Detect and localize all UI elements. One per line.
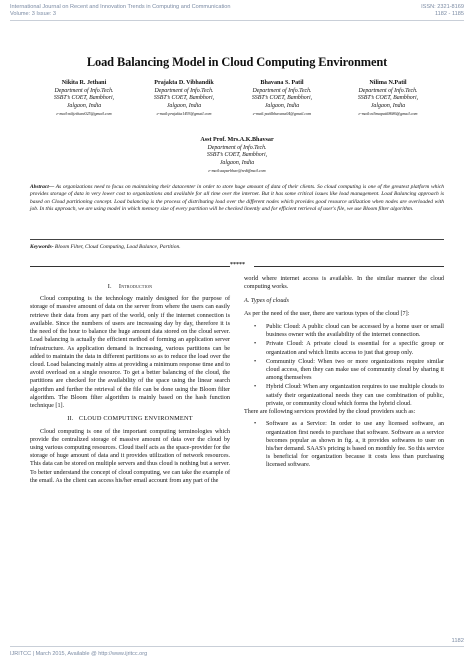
section-title: Introduction <box>118 283 153 290</box>
abstract-text: As organizations need to focus on maintaining their datacenter in order to store huge amount of data of their clients. So cloud computing is one of the greatest platform which provides storage of data in very lower cost to organizations and available for all time over the internet. But it has some critical issues like load management. Load Balancing approach is based on Cloud partitioning concept. Load balancing is the process of distributing load over the different nodes which provides good resource utilization when nodes are overloaded with job. In this approach, we are using model in which memory size of every partition will be checked linently and for efficient retrieval of user's file, we use Bloom filter algorithm. <box>30 184 444 213</box>
separator-line-left <box>30 266 230 267</box>
author-dept: Department of Info.Tech. <box>154 87 214 94</box>
author-dept: Department of Info.Tech. <box>358 87 418 94</box>
author-city: Jalgaon, India <box>264 102 300 109</box>
bullet-icon: • <box>254 421 257 428</box>
section-title: CLOUD COMPUTING ENVIRONMENT <box>78 415 193 423</box>
advisor-city: Jalgaon, India <box>219 159 255 166</box>
author-college: SSBT’s COET, Bambhori, <box>251 95 313 102</box>
author-college: SSBT’s COET, Bambhori, <box>53 95 115 102</box>
right-column <box>244 275 444 470</box>
abstract-label: Abstract— <box>30 184 55 190</box>
volume-issue: Volume: 3 Issue: 3 <box>10 11 57 17</box>
section-heading-cloud-env <box>30 415 230 423</box>
cloud-env-paragraph: Cloud computing is one of the important computing terminologies which provide the centralized storage of massive amount of data over the cloud by using various computing resources. Cloud itself acts as the space-provider for the storage of huge amount of data and it provides utilization of network resources. This data can be stored on multiple servers and thus cloud is nothing but a server. To better understand the concept of cloud computing, we can take the example of the email. As the client can access his/her email account from any part of the <box>30 428 230 484</box>
author-name: Nikita R. Jethani <box>61 80 107 86</box>
author-name: Nilima N.Patil <box>369 80 407 86</box>
paper-title: Load Balancing Model in Cloud Computing Environment <box>86 55 388 69</box>
author-dept: Department of Info.Tech. <box>54 87 114 94</box>
list-item <box>244 358 444 383</box>
bullet-icon: • <box>254 358 257 365</box>
author-email: e-mail:nikjethani025@gmail.com <box>56 111 112 117</box>
header-divider <box>10 20 464 21</box>
bullet-icon: • <box>254 341 257 348</box>
list-item <box>244 340 444 356</box>
list-item <box>244 420 444 469</box>
section-number: II. <box>67 415 74 423</box>
list-item-text: Community Cloud: When two or more organizations require similar cloud access, then they can make use of community cloud by sharing it among themselves <box>266 358 444 382</box>
author-email: e-mail:nilimapatil8686@gmail.com <box>358 111 418 117</box>
services-list <box>244 420 444 469</box>
author-name: Prajakta D. Vibhandik <box>154 80 214 86</box>
footer-text: IJRITCC | March 2015, Available @ http://www.ijritcc.org <box>10 651 148 657</box>
advisor-dept: Department of Info.Tech. <box>207 144 267 151</box>
author-email: e-mail:patilbhavana04@gmail.com <box>252 111 312 117</box>
author-city: Jalgaon, India <box>166 102 202 109</box>
page-range: 1182 - 1185 <box>434 11 464 17</box>
bullet-icon: • <box>254 384 257 391</box>
list-item-text: Private Cloud: A private cloud is essential for a specific group or organization and which limits access to just that group only. <box>266 341 444 356</box>
author-4 <box>332 80 444 118</box>
author-city: Jalgaon, India <box>370 102 406 109</box>
author-1 <box>28 80 140 118</box>
subsection-heading-types: A. Types of clouds <box>244 297 289 305</box>
author-name: Bhavana S. Patil <box>260 80 304 86</box>
issn: ISSN: 2321-8169 <box>421 4 464 10</box>
bullet-icon: • <box>254 323 257 330</box>
keywords-label: Keywords- <box>30 244 54 250</box>
author-city: Jalgaon, India <box>66 102 102 109</box>
list-item-text: Software as a Service: In order to use any licensed software, an organization first needs to purchase that software. Software as a service becomes popular as shown in fig. a, it provides softwares to user on his/her demand. SAAS's pricing is based on monthly fee. So this service is beneficial for organization because it costs less than purchasing licensed software. <box>266 421 444 469</box>
section-number: I. <box>107 283 112 290</box>
list-item <box>244 323 444 339</box>
author-email: e-mail:prajakta1493@gmail.com <box>156 111 212 117</box>
left-column <box>30 280 230 485</box>
separator-line-right <box>254 266 444 267</box>
abstract-divider <box>30 239 444 240</box>
footer-divider <box>10 646 464 647</box>
types-intro: As per the need of the user, there are various types of the cloud [7]: <box>244 310 410 317</box>
services-intro: There are following services provided by the cloud providers such as: <box>244 409 416 416</box>
list-item <box>244 383 444 408</box>
advisor-college: SSBT’s COET, Bambhori, <box>206 152 268 159</box>
cloud-types-list <box>244 323 444 408</box>
advisor-email: e-mail:aaparbhav@rediffmail.com <box>208 168 266 174</box>
separator-stars: ***** <box>230 262 245 268</box>
author-2 <box>128 80 240 118</box>
advisor-name: Asst Prof. Mrs.A.K.Bhavsar <box>200 137 274 143</box>
journal-name: International Journal on Recent and Innovation Trends in Computing and Communication <box>10 4 231 10</box>
abstract <box>30 184 444 214</box>
keywords <box>30 244 444 251</box>
section-heading-introduction <box>30 283 230 291</box>
list-item-text: Hybrid Cloud: When any organization requires to use multiple clouds to satisfy their organizational needs they can use combination of public, private, or community cloud which forms the hybrid cloud. <box>266 384 444 407</box>
page-number: 1182 <box>451 638 464 644</box>
keywords-text: Bloom Filter, Cloud Computing, Load Balance, Partition. <box>53 244 181 250</box>
author-college: SSBT’s COET, Bambhori, <box>153 95 215 102</box>
intro-paragraph: Cloud computing is the technology mainly designed for the purpose of storage of massive amount of data on the server from where the users can easily retrieve their data from any part of the world, only if the internet connection is available. Since the numbers of users are increasing day by day, therefore it is the need of the hour to balance the huge amount data stored on the cloud server. Load balancing is actually the efficient method of forming an application server infrastructure. As application demand is increasing, various partitions can be added to maintain the data in different partitions so as to reduce the load over the cloud. Load balancing mainly aims at providing a minimum response time and to avoid overload on a single resource. To get a better balancing of the cloud, the partitions are checked for the availability of the space using the linear search algorithm and further the retrieval of the file can be done using the Bloom filter algorithm. The Bloom filter algorithm is mainly based on the hash function technique [1]. <box>30 296 230 410</box>
continued-paragraph: world where internet access is available. In the similar manner the cloud computing works. <box>244 276 444 291</box>
author-college: SSBT’s COET, Bambhori, <box>357 95 419 102</box>
list-item-text: Public Cloud: A public cloud can be accessed by a home user or small business owner with the availability of the internet connection. <box>266 323 444 339</box>
author-dept: Department of Info.Tech. <box>252 87 312 94</box>
advisor <box>180 137 294 175</box>
author-3 <box>226 80 338 118</box>
